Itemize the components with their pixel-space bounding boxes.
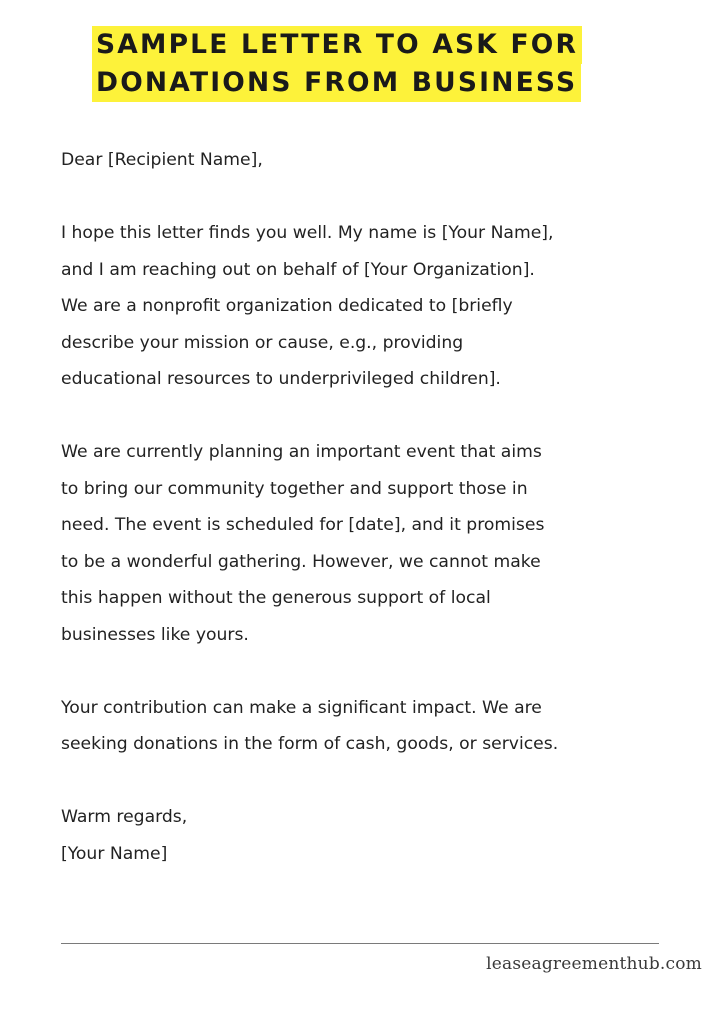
- letter-body: [61, 142, 701, 872]
- paragraph-event: We are currently planning an important event that aims to bring our community together and support those in need. The event is scheduled for [date], and it promises to be a wonderful gathering. However, we cannot make this happen without the generous support of local businesses like yours.: [61, 442, 545, 645]
- brand-watermark: leaseagreementhub.com: [486, 954, 702, 974]
- signature: [Your Name]: [61, 843, 168, 864]
- footer-divider: [61, 943, 659, 944]
- salutation: Dear [Recipient Name],: [61, 150, 263, 170]
- paragraph-request: Your contribution can make a significant impact. We are seeking donations in the form of cash, goods, or services.: [61, 697, 559, 754]
- letter-title: [92, 26, 600, 102]
- title-line-1: SAMPLE LETTER TO ASK FOR: [92, 26, 582, 64]
- closing: Warm regards,: [61, 807, 188, 827]
- title-line-2: DONATIONS FROM BUSINESS: [92, 64, 581, 102]
- paragraph-intro: I hope this letter finds you well. My name is [Your Name], and I am reaching out on behalf of [Your Organization]. We are a nonprofit organization dedicated to [briefly describe your mission or cause, e.g., providing educational resources to underprivileged children].: [61, 223, 554, 389]
